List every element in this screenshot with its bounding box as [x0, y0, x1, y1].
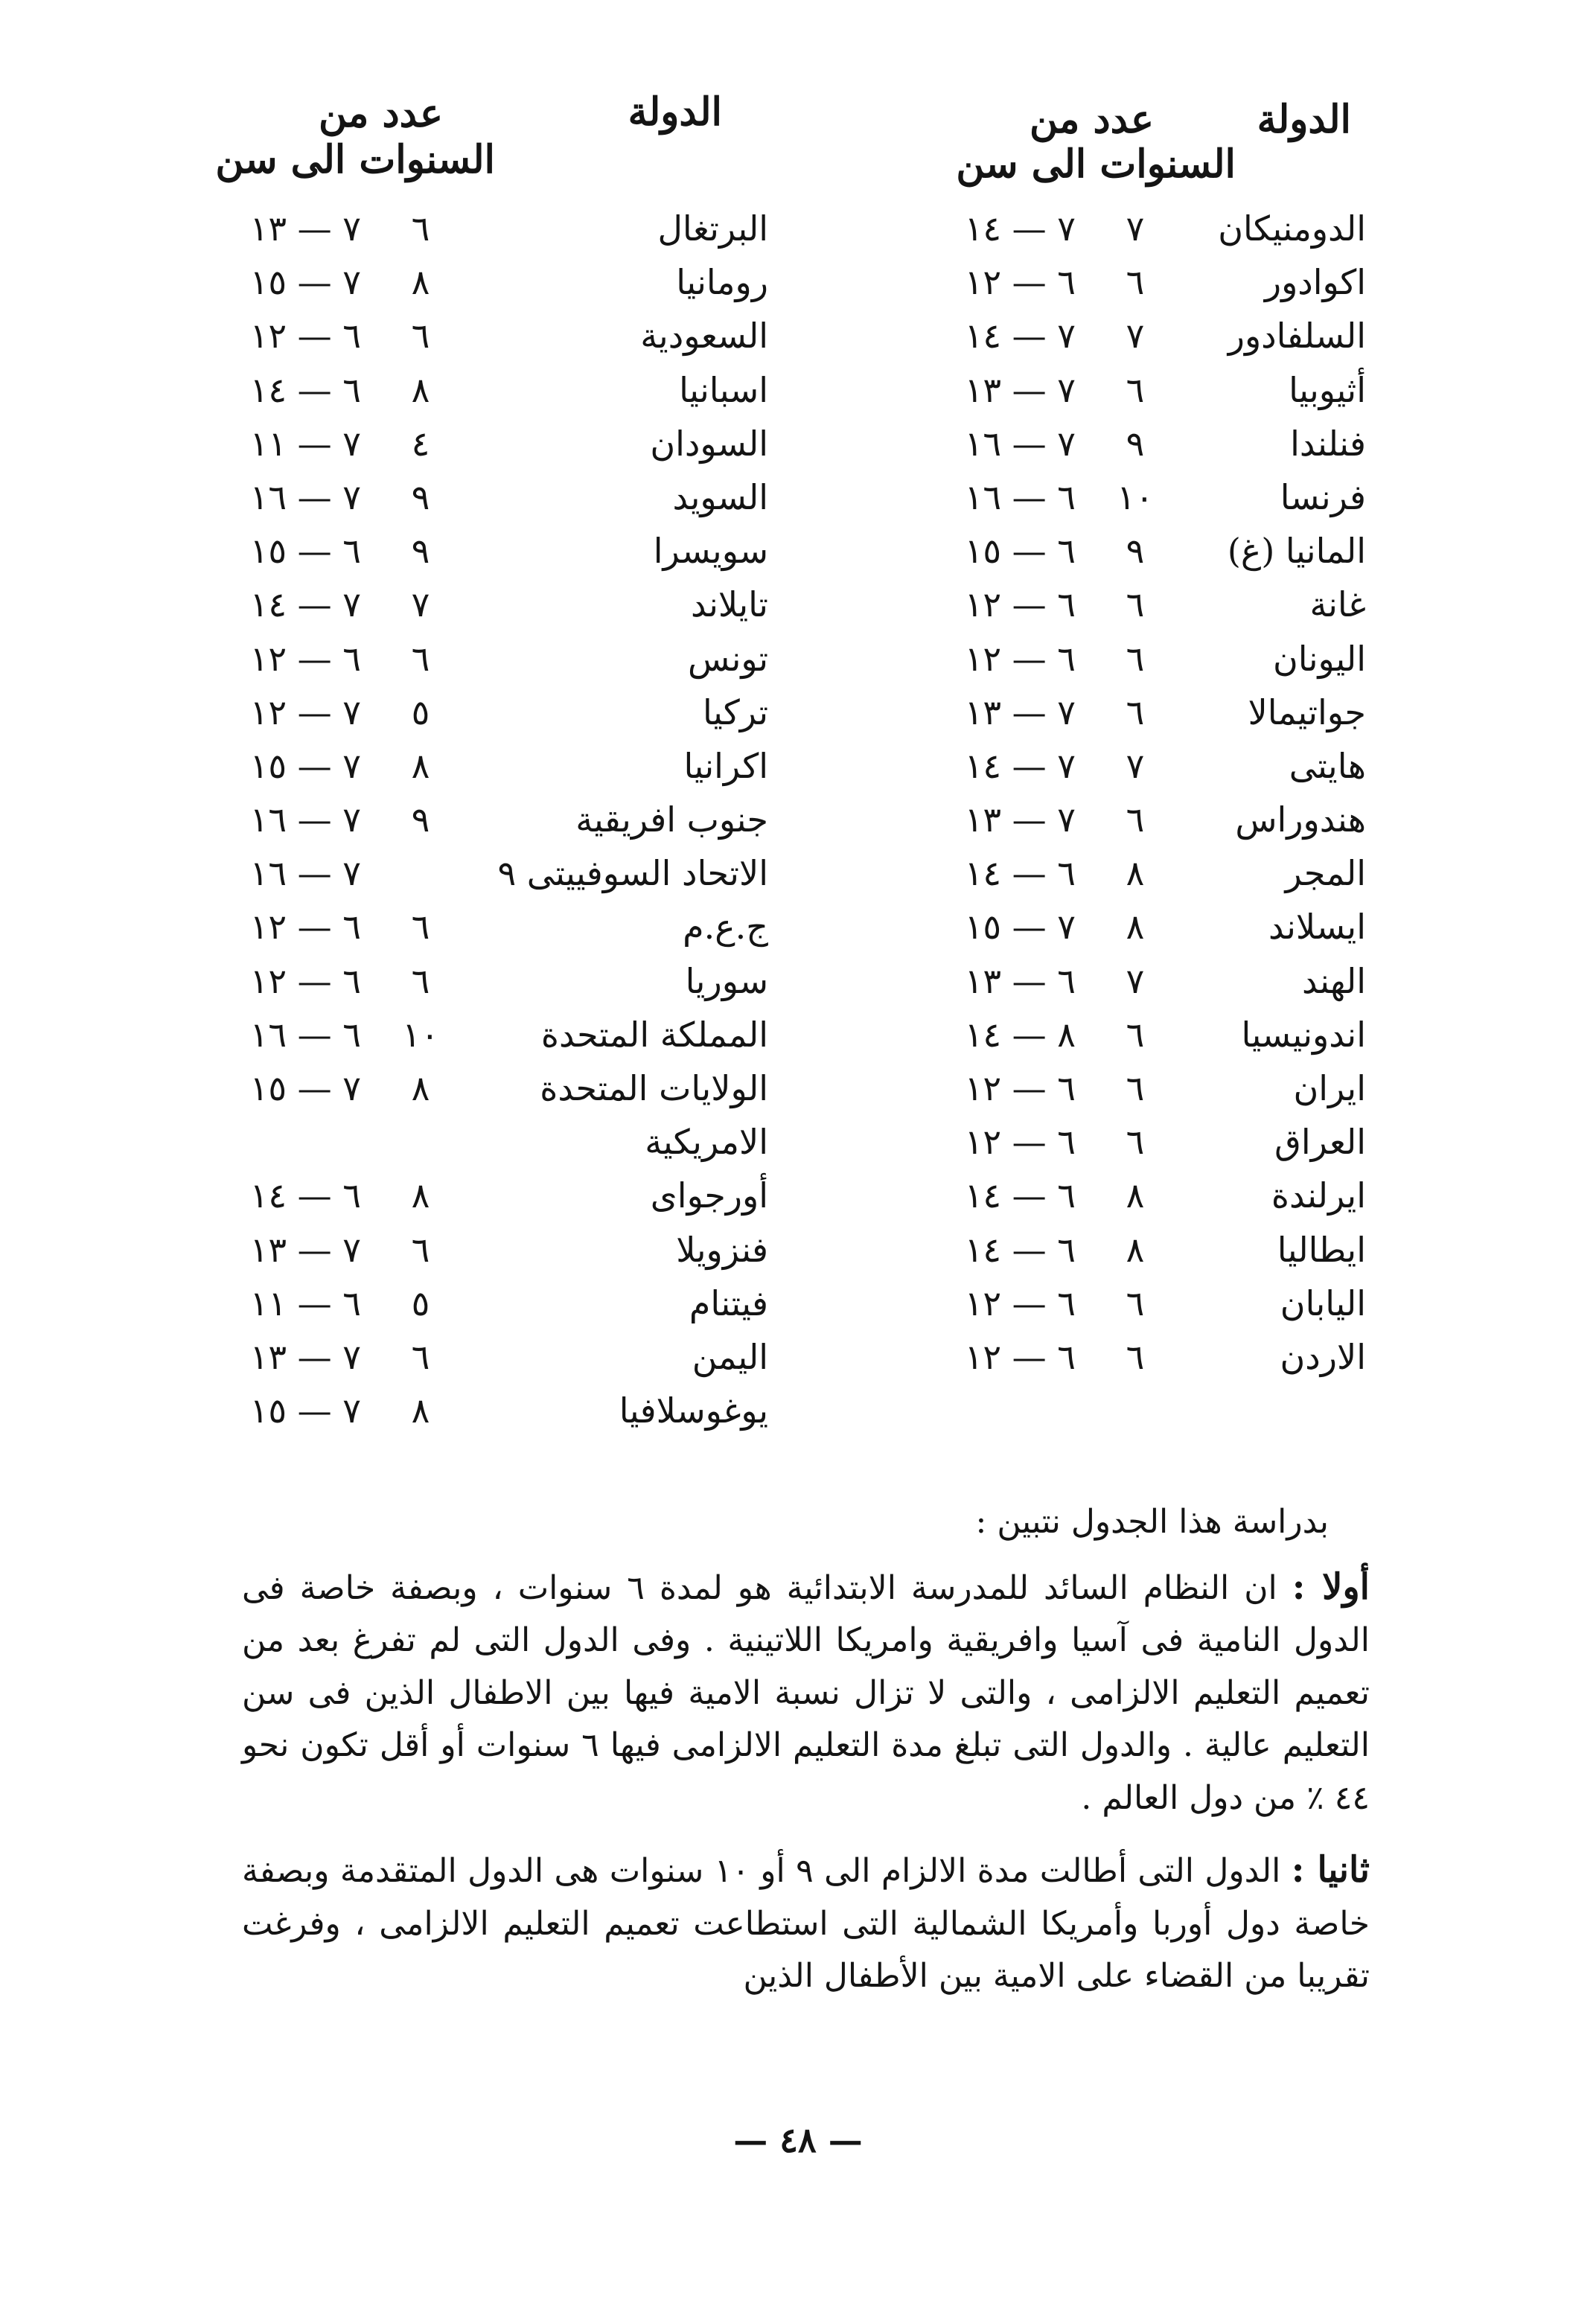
age-range-cell: ٦ — ١٣ — [964, 960, 1076, 1001]
age-range-cell: ٧ — ١٥ — [249, 1068, 361, 1108]
age-range-cell: ٦ — ١٤ — [964, 1175, 1076, 1216]
country-cell: الاردن — [1280, 1336, 1366, 1377]
table-row — [186, 850, 774, 904]
country-cell: أثيوبيا — [1289, 369, 1366, 410]
header-years: عدد من — [318, 91, 443, 136]
country-cell: اليابان — [1280, 1283, 1366, 1323]
table-row — [186, 1119, 774, 1172]
years-cell: ٨ — [411, 745, 430, 786]
years-cell: ٧ — [1126, 745, 1145, 786]
country-cell: فيتنام — [689, 1283, 768, 1323]
country-cell: السويد — [672, 476, 768, 517]
table-row — [186, 1280, 774, 1334]
years-cell: ٨ — [411, 262, 430, 303]
age-range-cell: ٧ — ١٣ — [964, 692, 1076, 732]
years-cell: ٦ — [1126, 584, 1145, 625]
table-header — [186, 80, 774, 205]
compulsory-education-table-left — [186, 80, 774, 1441]
age-range-cell: ٧ — ١٢ — [249, 692, 361, 732]
paragraph-first — [242, 1561, 1370, 1825]
years-cell: ٦ — [411, 208, 430, 249]
age-range-cell: ٧ — ١٤ — [964, 316, 1076, 357]
table-row — [793, 259, 1388, 313]
country-cell: رومانيا — [676, 262, 768, 303]
header-ages: السنوات الى سن — [215, 137, 495, 182]
years-cell: ٦ — [411, 316, 430, 357]
table-row — [793, 1012, 1388, 1065]
years-cell: ٨ — [411, 1068, 430, 1108]
age-range-cell: ٦ — ١٢ — [964, 584, 1076, 625]
table-row — [186, 1387, 774, 1441]
table-row — [186, 1227, 774, 1280]
table-row — [186, 796, 774, 850]
table-row — [186, 421, 774, 474]
paragraph-second — [242, 1844, 1370, 2003]
years-cell: ٨ — [1126, 853, 1145, 894]
age-range-cell: ٦ — ١١ — [249, 1283, 361, 1323]
years-cell: ٧ — [1126, 208, 1145, 249]
compulsory-education-table-right — [793, 80, 1388, 1387]
country-cell: الدومنيكان — [1218, 208, 1366, 249]
table-row — [793, 1119, 1388, 1172]
years-cell: ٩ — [411, 476, 430, 517]
age-range-cell: ٧ — ١٤ — [964, 208, 1076, 249]
years-cell: ٦ — [1126, 1122, 1145, 1163]
age-range-cell: ٦ — ١٤ — [964, 1229, 1076, 1270]
table-row — [793, 1227, 1388, 1280]
table-row — [186, 367, 774, 421]
years-cell: ٩ — [411, 799, 430, 840]
country-cell: اليمن — [692, 1336, 768, 1377]
table-row — [793, 474, 1388, 528]
years-cell: ٦ — [411, 907, 430, 948]
table-row — [186, 689, 774, 743]
age-range-cell: ٦ — ١٦ — [964, 476, 1076, 517]
years-cell: ٧ — [1126, 960, 1145, 1001]
years-cell: ٦ — [1126, 262, 1145, 303]
age-range-cell: ٦ — ١٤ — [964, 853, 1076, 894]
years-cell: ٤ — [411, 423, 430, 464]
country-cell: جنوب افريقية — [575, 799, 768, 840]
table-row — [793, 421, 1388, 474]
table-row — [793, 1280, 1388, 1334]
age-range-cell: ٧ — ١٣ — [249, 1229, 361, 1270]
country-cell: تونس — [687, 638, 768, 679]
country-cell: المانيا (غ) — [1227, 531, 1366, 572]
years-cell: ١٠ — [1117, 476, 1154, 517]
years-cell: ٦ — [411, 1229, 430, 1270]
age-range-cell: ٧ — ١٣ — [249, 1336, 361, 1377]
table-row — [793, 205, 1388, 259]
years-cell: ١٠ — [402, 1014, 439, 1055]
years-cell: ٧ — [1126, 316, 1145, 357]
country-cell: أورجواى — [650, 1175, 768, 1216]
years-cell: ٧ — [411, 584, 430, 625]
table-row — [793, 689, 1388, 743]
table-row — [186, 1012, 774, 1065]
country-cell: اكوادور — [1264, 262, 1366, 303]
country-cell: الولايات المتحدة — [540, 1068, 768, 1108]
country-cell: المجر — [1285, 853, 1366, 894]
age-range-cell: ٧ — ١٦ — [249, 476, 361, 517]
table-row — [793, 528, 1388, 581]
age-range-cell: ٧ — ١٥ — [249, 745, 361, 786]
age-range-cell: ٧ — ١٦ — [249, 853, 361, 894]
table-row — [186, 904, 774, 957]
intro-line: بدراسة هذا الجدول نتبين : — [975, 1503, 1329, 1541]
table-row — [793, 850, 1388, 904]
country-cell: اكرانيا — [683, 745, 768, 786]
years-cell: ٦ — [411, 1336, 430, 1377]
years-cell: ٦ — [411, 638, 430, 679]
paragraph-lead: أولا : — [1292, 1565, 1370, 1608]
country-cell: اندونيسيا — [1241, 1014, 1366, 1055]
age-range-cell: ٦ — ١٢ — [249, 960, 361, 1001]
country-cell: تايلاند — [690, 584, 768, 625]
years-cell: ٦ — [1126, 1014, 1145, 1055]
country-cell: تركيا — [703, 692, 768, 732]
country-cell: اسبانيا — [679, 369, 768, 410]
table-header — [793, 80, 1388, 205]
country-cell: ايرلندة — [1271, 1175, 1366, 1216]
years-cell: ٦ — [1126, 1283, 1145, 1323]
body-text — [242, 1496, 1370, 2022]
table-row — [793, 904, 1388, 957]
years-cell: ٦ — [1126, 369, 1145, 410]
age-range-cell: ٦ — ١٥ — [249, 531, 361, 572]
years-cell: ٨ — [411, 1390, 430, 1431]
page-number: — ٤٨ — — [733, 2120, 863, 2160]
age-range-cell: ٦ — ١٢ — [249, 638, 361, 679]
years-cell: ٩ — [411, 531, 430, 572]
country-cell: فنلندا — [1290, 423, 1366, 464]
age-range-cell: ٦ — ١٢ — [249, 316, 361, 357]
paragraph-text: الدول التى أطالت مدة الالزام الى ٩ أو ١٠ سنوات هى الدول المتقدمة وبصفة خاصة دول أوربا وأمريكا الشمالية التى استطاعت تعميم التعليم الالزامى ، وفرغت تقريبا من القضاء على الامية بين الأطفال الذين — [242, 1852, 1370, 1995]
country-cell: ايران — [1293, 1068, 1366, 1108]
table-row — [793, 636, 1388, 689]
table-row — [186, 743, 774, 796]
years-cell: ٨ — [1126, 1175, 1145, 1216]
years-cell: ٩ — [1126, 423, 1145, 464]
country-cell: سويسرا — [653, 531, 768, 572]
age-range-cell: ٧ — ١٤ — [964, 745, 1076, 786]
age-range-cell: ٦ — ١٢ — [964, 1122, 1076, 1163]
years-cell: ٥ — [411, 1283, 430, 1323]
header-years: عدد من — [1029, 97, 1154, 142]
table-row — [186, 581, 774, 635]
age-range-cell: ٧ — ١٣ — [964, 369, 1076, 410]
age-range-cell: ٧ — ١٣ — [964, 799, 1076, 840]
age-range-cell: ٧ — ١١ — [249, 423, 361, 464]
years-cell: ٦ — [411, 960, 430, 1001]
years-cell: ٨ — [1126, 1229, 1145, 1270]
country-cell: هندوراس — [1235, 799, 1366, 840]
table-row — [793, 313, 1388, 366]
country-cell: ايطاليا — [1277, 1229, 1366, 1270]
country-cell: العراق — [1274, 1122, 1366, 1163]
table-row — [186, 528, 774, 581]
header-country: الدولة — [1257, 97, 1351, 142]
years-cell: ٥ — [411, 692, 430, 732]
age-range-cell: ٧ — ١٣ — [249, 208, 361, 249]
years-cell: ٨ — [411, 369, 430, 410]
years-cell: ٦ — [1126, 1336, 1145, 1377]
country-cell: ج.ع.م — [683, 907, 768, 948]
table-row — [186, 313, 774, 366]
country-cell: فرنسا — [1280, 476, 1366, 517]
table-row — [793, 743, 1388, 796]
years-cell: ٨ — [1126, 907, 1145, 948]
age-range-cell: ٧ — ١٤ — [249, 584, 361, 625]
age-range-cell: ٦ — ١٢ — [964, 1336, 1076, 1377]
age-range-cell: ٧ — ١٦ — [249, 799, 361, 840]
country-cell: الهند — [1301, 960, 1366, 1001]
table-row — [186, 1334, 774, 1387]
years-cell: ٨ — [411, 1175, 430, 1216]
country-cell: اليونان — [1272, 638, 1366, 679]
age-range-cell: ٧ — ١٦ — [964, 423, 1076, 464]
years-cell: ٦ — [1126, 638, 1145, 679]
table-row — [186, 636, 774, 689]
table-row — [186, 1172, 774, 1226]
age-range-cell: ٦ — ١٢ — [964, 638, 1076, 679]
table-row — [793, 958, 1388, 1012]
country-cell: يوغوسلافيا — [619, 1390, 768, 1431]
age-range-cell: ٧ — ١٥ — [249, 1390, 361, 1431]
country-cell: ايسلاند — [1268, 907, 1366, 948]
country-cell: الاتحاد السوفييتى ٩ — [497, 853, 768, 894]
table-row — [793, 581, 1388, 635]
age-range-cell: ٦ — ١٥ — [964, 531, 1076, 572]
country-cell: البرتغال — [657, 208, 768, 249]
age-range-cell: ٧ — ١٥ — [249, 262, 361, 303]
table-row — [186, 1065, 774, 1119]
country-cell: السودان — [650, 423, 768, 464]
age-range-cell: ٦ — ١٦ — [249, 1014, 361, 1055]
country-cell: السعودية — [640, 316, 768, 357]
country-cell: المملكة المتحدة — [540, 1014, 768, 1055]
country-cell: فنزويلا — [676, 1229, 768, 1270]
age-range-cell: ٦ — ١٢ — [964, 1283, 1076, 1323]
table-row — [793, 1065, 1388, 1119]
country-cell: سوريا — [685, 960, 768, 1001]
header-country: الدولة — [628, 89, 722, 135]
age-range-cell: ٧ — ١٥ — [964, 907, 1076, 948]
country-cell: جواتيمالا — [1248, 692, 1366, 732]
age-range-cell: ٦ — ١٢ — [249, 907, 361, 948]
table-row — [186, 205, 774, 259]
table-row — [793, 1172, 1388, 1226]
age-range-cell: ٦ — ١٤ — [249, 369, 361, 410]
header-ages: السنوات الى سن — [956, 141, 1236, 187]
paragraph-text: ان النظام السائد للمدرسة الابتدائية هو لمدة ٦ سنوات ، وبصفة خاصة فى الدول النامية فى آسيا وافريقية وامريكا اللاتينية . وفى الدول التى لم تفرغ بعد من تعميم التعليم الالزامى ، والتى لا تزال نسبة الامية فيها بين الاطفال الذين فى سن التعليم عالية . والدول التى تبلغ مدة التعليم الالزامى فيها ٦ سنوات أو أقل تكون نحو ٤٤ ٪ من دول العالم . — [242, 1568, 1370, 1817]
table-row — [793, 1334, 1388, 1387]
years-cell: ٦ — [1126, 799, 1145, 840]
country-cell: هايتى — [1289, 745, 1366, 786]
table-row — [186, 259, 774, 313]
table-row — [793, 367, 1388, 421]
table-row — [186, 958, 774, 1012]
country-cell: غانة — [1309, 584, 1366, 625]
years-cell: ٦ — [1126, 1068, 1145, 1108]
table-row — [186, 474, 774, 528]
age-range-cell: ٦ — ١٤ — [249, 1175, 361, 1216]
paragraph-lead: ثانيا : — [1291, 1849, 1370, 1891]
years-cell: ٩ — [1126, 531, 1145, 572]
age-range-cell: ٦ — ١٢ — [964, 262, 1076, 303]
age-range-cell: ٨ — ١٤ — [964, 1014, 1076, 1055]
age-range-cell: ٦ — ١٢ — [964, 1068, 1076, 1108]
country-cell: الامريكية — [645, 1122, 768, 1163]
table-row — [793, 796, 1388, 850]
country-cell: السلفادور — [1228, 316, 1366, 357]
years-cell: ٦ — [1126, 692, 1145, 732]
